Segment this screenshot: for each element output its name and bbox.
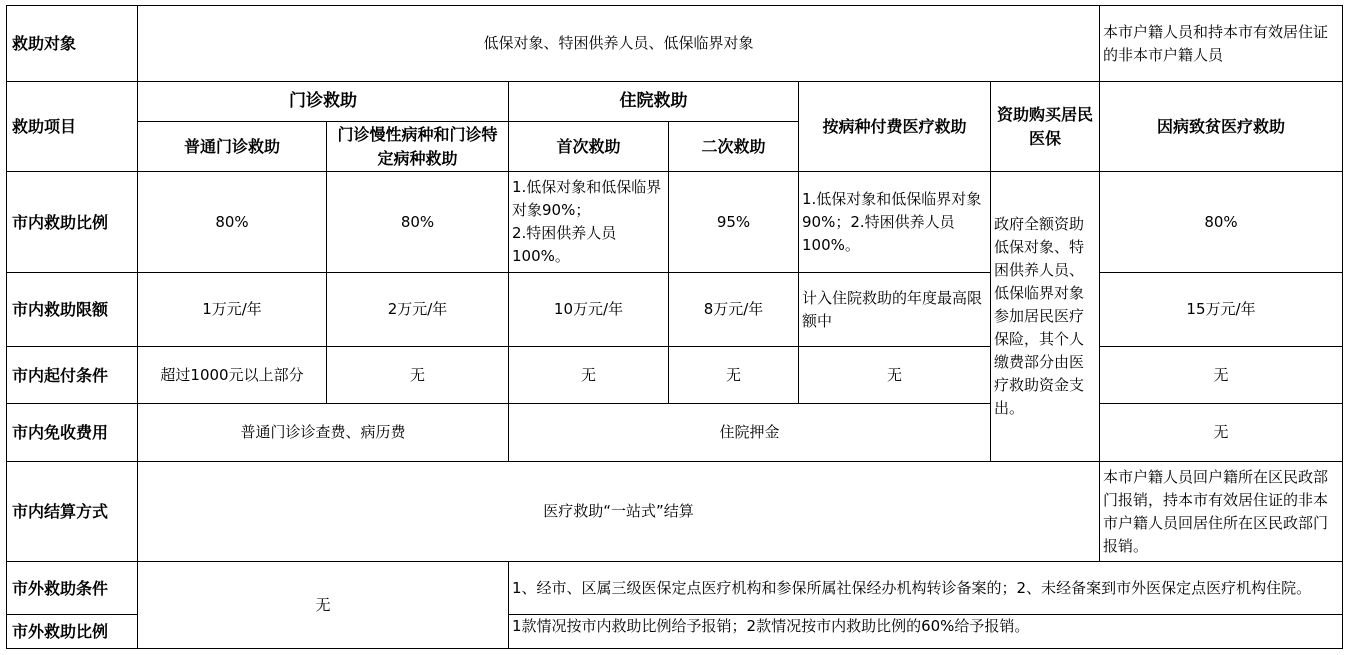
header-disease-pay: 按病种付费医疗救助 (799, 82, 991, 172)
threshold-disease: 无 (799, 347, 991, 404)
label-outside-ratio: 市外救助比例 (7, 615, 138, 649)
insurance-text: 政府全额资助低保对象、特困供养人员、低保临界对象参加居民医疗保险，其个人缴费部分由医疗救助资金支出。 (991, 172, 1100, 462)
threshold-chronic: 无 (327, 347, 509, 404)
limit-second: 8万元/年 (669, 273, 799, 347)
row-settlement (7, 462, 1343, 562)
ratio-second: 95% (669, 172, 799, 273)
exempt-outpatient: 普通门诊诊查费、病历费 (138, 404, 509, 462)
header-inpatient: 住院救助 (509, 82, 799, 122)
label-settlement: 市内结算方式 (7, 462, 138, 562)
header-chronic-outpatient: 门诊慢性病种和门诊特定病种救助 (327, 122, 509, 172)
limit-disease: 计入住院救助的年度最高限额中 (799, 273, 991, 347)
settlement-main: 医疗救助“一站式”结算 (138, 462, 1100, 562)
limit-general: 1万元/年 (138, 273, 327, 347)
ratio-disease: 1.低保对象和低保临界对象90%；2.特困供养人员100%。 (799, 172, 991, 273)
medical-assistance-table (6, 5, 1343, 649)
ratio-poverty: 80% (1100, 172, 1343, 273)
header-poverty: 因病致贫医疗救助 (1100, 82, 1343, 172)
limit-chronic: 2万元/年 (327, 273, 509, 347)
header-second-inpatient: 二次救助 (669, 122, 799, 172)
limit-first: 10万元/年 (509, 273, 669, 347)
outside-none: 无 (138, 562, 509, 649)
outside-condition-text: 1、经市、区属三级医保定点医疗机构和参保所属社保经办机构转诊备案的；2、未经备案到市外医保定点医疗机构住院。 (509, 562, 1343, 615)
threshold-second: 无 (669, 347, 799, 404)
limit-poverty: 15万元/年 (1100, 273, 1343, 347)
label-items: 救助项目 (7, 82, 138, 172)
row-limit (7, 273, 1343, 347)
threshold-poverty: 无 (1100, 347, 1343, 404)
target-main: 低保对象、特困供养人员、低保临界对象 (138, 6, 1100, 82)
label-outside-condition: 市外救助条件 (7, 562, 138, 615)
row-ratio (7, 172, 1343, 273)
threshold-general: 超过1000元以上部分 (138, 347, 327, 404)
label-limit: 市内救助限额 (7, 273, 138, 347)
row-items-top (7, 82, 1343, 122)
settlement-poverty: 本市户籍人员回户籍所在区民政部门报销，持本市有效居住证的非本市户籍人员回居住所在区民政部门报销。 (1100, 462, 1343, 562)
exempt-poverty: 无 (1100, 404, 1343, 462)
row-threshold (7, 347, 1343, 404)
row-target (7, 6, 1343, 82)
header-first-inpatient: 首次救助 (509, 122, 669, 172)
ratio-chronic: 80% (327, 172, 509, 273)
outside-ratio-text: 1款情况按市内救助比例给予报销；2款情况按市内救助比例的60%给予报销。 (509, 615, 1343, 649)
ratio-general: 80% (138, 172, 327, 273)
label-threshold: 市内起付条件 (7, 347, 138, 404)
row-outside-condition (7, 562, 1343, 615)
row-exempt (7, 404, 1343, 462)
exempt-inpatient: 住院押金 (509, 404, 991, 462)
header-insurance: 资助购买居民医保 (991, 82, 1100, 172)
header-outpatient: 门诊救助 (138, 82, 509, 122)
target-extra: 本市户籍人员和持本市有效居住证的非本市户籍人员 (1100, 6, 1343, 82)
label-target: 救助对象 (7, 6, 138, 82)
label-exempt: 市内免收费用 (7, 404, 138, 462)
header-general-outpatient: 普通门诊救助 (138, 122, 327, 172)
label-ratio: 市内救助比例 (7, 172, 138, 273)
ratio-first: 1.低保对象和低保临界对象90%； 2.特困供养人员100%。 (509, 172, 669, 273)
threshold-first: 无 (509, 347, 669, 404)
